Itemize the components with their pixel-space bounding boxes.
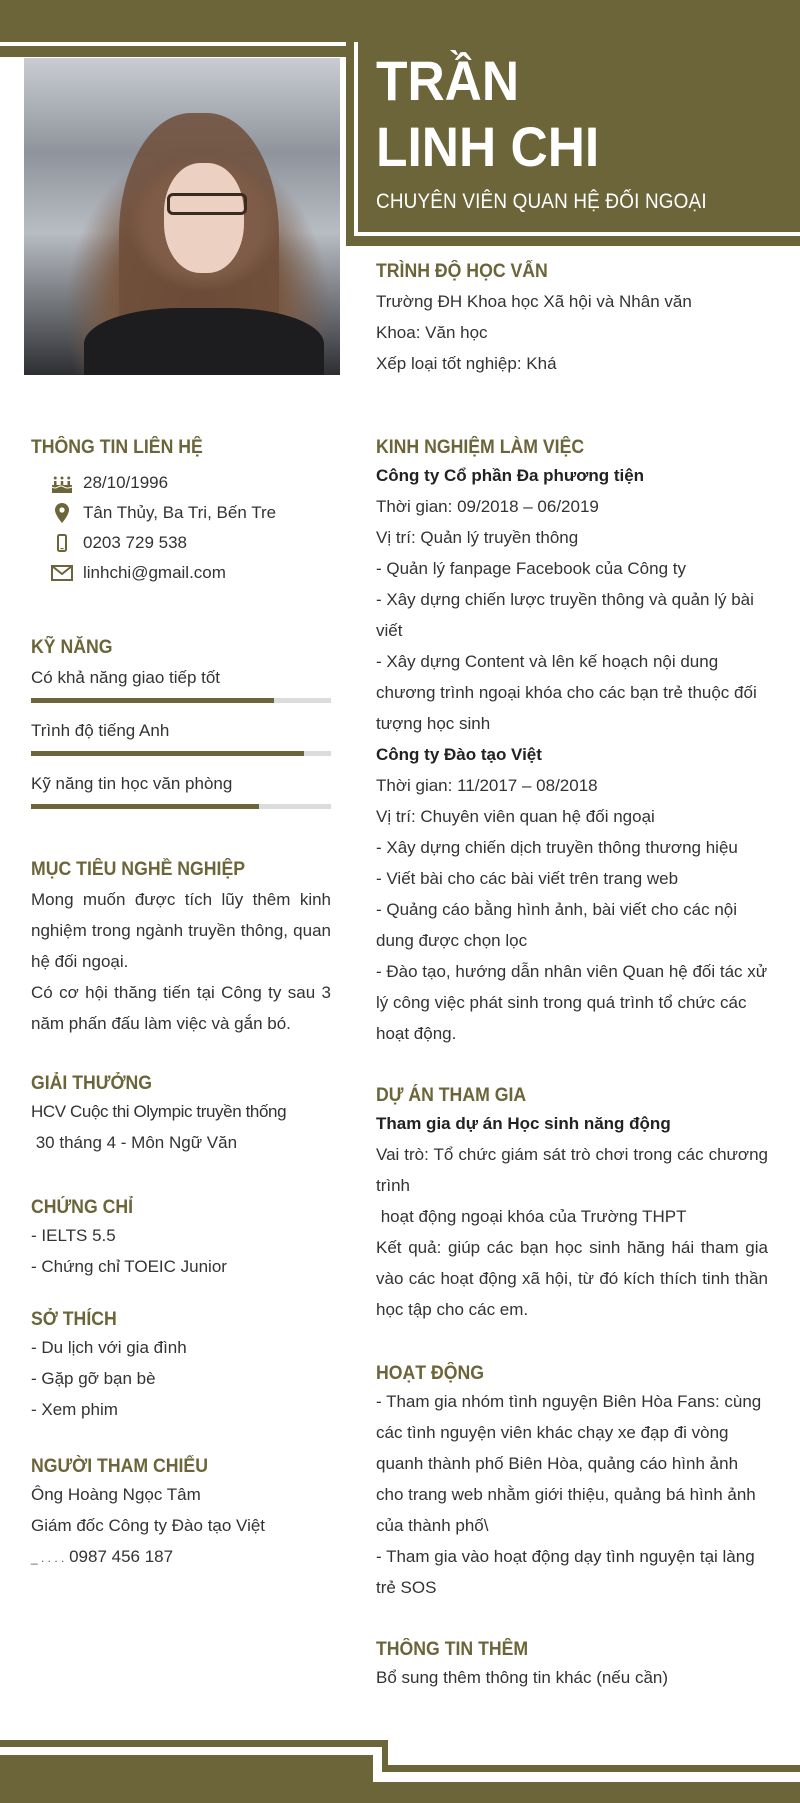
envelope-icon: [49, 562, 75, 584]
extra-info-section: THÔNG TIN THÊM Bổ sung thêm thông tin khác (nếu cần): [376, 1638, 768, 1693]
header-band: [0, 0, 800, 42]
section-title: KINH NGHIỆM LÀM VIỆC: [376, 437, 585, 458]
contact-email: linhchi@gmail.com: [31, 558, 331, 588]
job-title: CHUYÊN VIÊN QUAN HỆ ĐỐI NGOẠI: [376, 190, 707, 213]
section-title: CHỨNG CHỈ: [31, 1197, 134, 1218]
contact-address: Tân Thủy, Ba Tri, Bến Tre: [31, 498, 331, 528]
header-divider-bottom: [354, 232, 800, 236]
candidate-name: TRẦN LINH CHI: [376, 49, 600, 178]
education-section: TRÌNH ĐỘ HỌC VẤN Trường ĐH Khoa học Xã hội và Nhân văn Khoa: Văn học Xếp loại tốt nghiệp: Khá: [376, 260, 768, 379]
header-left-band: [0, 46, 354, 57]
activities-section: HOẠT ĐỘNG - Tham gia nhóm tình nguyện Biên Hòa Fans: cùng các tình nguyện viên khác chạy xe đạp đi vòng quanh thành phố Biên Hòa, quảng cáo hình ảnh cho trang web nhằm giới thiệu, quảng bá hình ảnh của thành phố\ - Tham gia vào hoạt động dạy tình nguyện tại làng trẻ SOS: [376, 1363, 762, 1597]
skill-item: Có khả năng giao tiếp tốt: [31, 664, 331, 703]
skill-bar: [31, 751, 331, 756]
contact-section: [31, 436, 331, 588]
map-pin-icon: [49, 502, 75, 524]
contact-phone: 0203 729 538: [31, 528, 331, 558]
skill-bar-fill: [31, 698, 274, 703]
skill-bar: [31, 698, 331, 703]
reference-section: NGƯỜI THAM CHIẾU Ông Hoàng Ngọc Tâm Giám đốc Công ty Đào tạo Việt _ . . . . 0987 456 187: [31, 1455, 331, 1574]
mobile-phone-icon: [49, 532, 75, 554]
company-name: Công ty Cổ phần Đa phương tiện: [376, 466, 645, 485]
footer-line: [0, 1740, 388, 1747]
footer-band: [0, 1755, 373, 1803]
reference-phone: _ . . . . 0987 456 187: [31, 1547, 174, 1566]
contact-birthday: 28/10/1996: [31, 468, 331, 498]
profile-photo: [24, 58, 340, 375]
skill-bar: [31, 804, 331, 809]
skills-section: [31, 636, 331, 823]
job-entry: Công ty Đào tạo Việt Thời gian: 11/2017 – 08/2018 Vị trí: Chuyên viên quan hệ đối ngoại - Xây dựng chiến dịch truyền thông thương hiệu - Viết bài cho các bài viết trên trang web - Quảng cáo bằng hình ảnh, bài viết cho các nội dung được chọn lọc - Đào tạo, hướng dẫn nhân viên Quan hệ đối tác xử lý công việc phát sinh trong quá trình tổ chức các hoạt động.: [376, 739, 768, 1049]
company-name: Công ty Đào tạo Việt: [376, 745, 542, 764]
skill-bar-fill: [31, 804, 259, 809]
hobbies-section: SỞ THÍCH - Du lịch với gia đình - Gặp gỡ bạn bè - Xem phim: [31, 1308, 331, 1425]
section-title: DỰ ÁN THAM GIA: [376, 1085, 527, 1106]
section-title: KỸ NĂNG: [31, 637, 113, 658]
section-title: GIẢI THƯỞNG: [31, 1073, 153, 1094]
experience-section: [376, 436, 768, 1049]
projects-section: DỰ ÁN THAM GIA Tham gia dự án Học sinh năng động Vai trò: Tổ chức giám sát trò chơi trong các chương trình hoạt động ngoại khóa của Trường THPT Kết quả: giúp các bạn học sinh hăng hái tham gia vào các hoạt động xã hội, từ đó kích thích tinh thần học tập cho các em.: [376, 1085, 768, 1319]
section-title: NGƯỜI THAM CHIẾU: [31, 1456, 208, 1477]
header-divider-vertical: [354, 42, 358, 236]
section-title: TRÌNH ĐỘ HỌC VẤN: [376, 261, 548, 282]
certificates-section: CHỨNG CHỈ - IELTS 5.5 - Chứng chỉ TOEIC Junior: [31, 1196, 331, 1282]
section-title: HOẠT ĐỘNG: [376, 1363, 484, 1384]
footer-band: [373, 1782, 800, 1803]
job-entry: Công ty Cổ phần Đa phương tiện Thời gian: 09/2018 – 06/2019 Vị trí: Quản lý truyền thông - Quản lý fanpage Facebook của Công ty - Xây dựng chiến lược truyền thông và quản lý bài viết - Xây dựng Content và lên kế hoạch nội dung chương trình ngoại khóa cho các bạn trẻ thuộc đối tượng học sinh: [376, 460, 768, 739]
section-title: MỤC TIÊU NGHỀ NGHIỆP: [31, 859, 246, 880]
objective-section: MỤC TIÊU NGHỀ NGHIỆP Mong muốn được tích lũy thêm kinh nghiệm trong ngành truyền thông, quan hệ đối ngoại. Có cơ hội thăng tiến tại Công ty sau 3 năm phấn đấu làm việc và gắn bó.: [31, 859, 331, 1033]
skill-item: Trình độ tiếng Anh: [31, 717, 331, 756]
birthday-cake-icon: [49, 472, 75, 494]
section-title: THÔNG TIN LIÊN HỆ: [31, 437, 203, 458]
awards-section: GIẢI THƯỞNG HCV Cuộc thi Olympic truyền thống 30 tháng 4 - Môn Ngữ Văn: [31, 1072, 331, 1158]
glasses: [167, 193, 247, 215]
section-title: SỞ THÍCH: [31, 1309, 117, 1330]
skill-bar-fill: [31, 751, 304, 756]
project-name: Tham gia dự án Học sinh năng động: [376, 1114, 671, 1133]
footer-line: [382, 1765, 800, 1772]
skill-item: Kỹ năng tin học văn phòng: [31, 770, 331, 809]
section-title: THÔNG TIN THÊM: [376, 1639, 529, 1660]
